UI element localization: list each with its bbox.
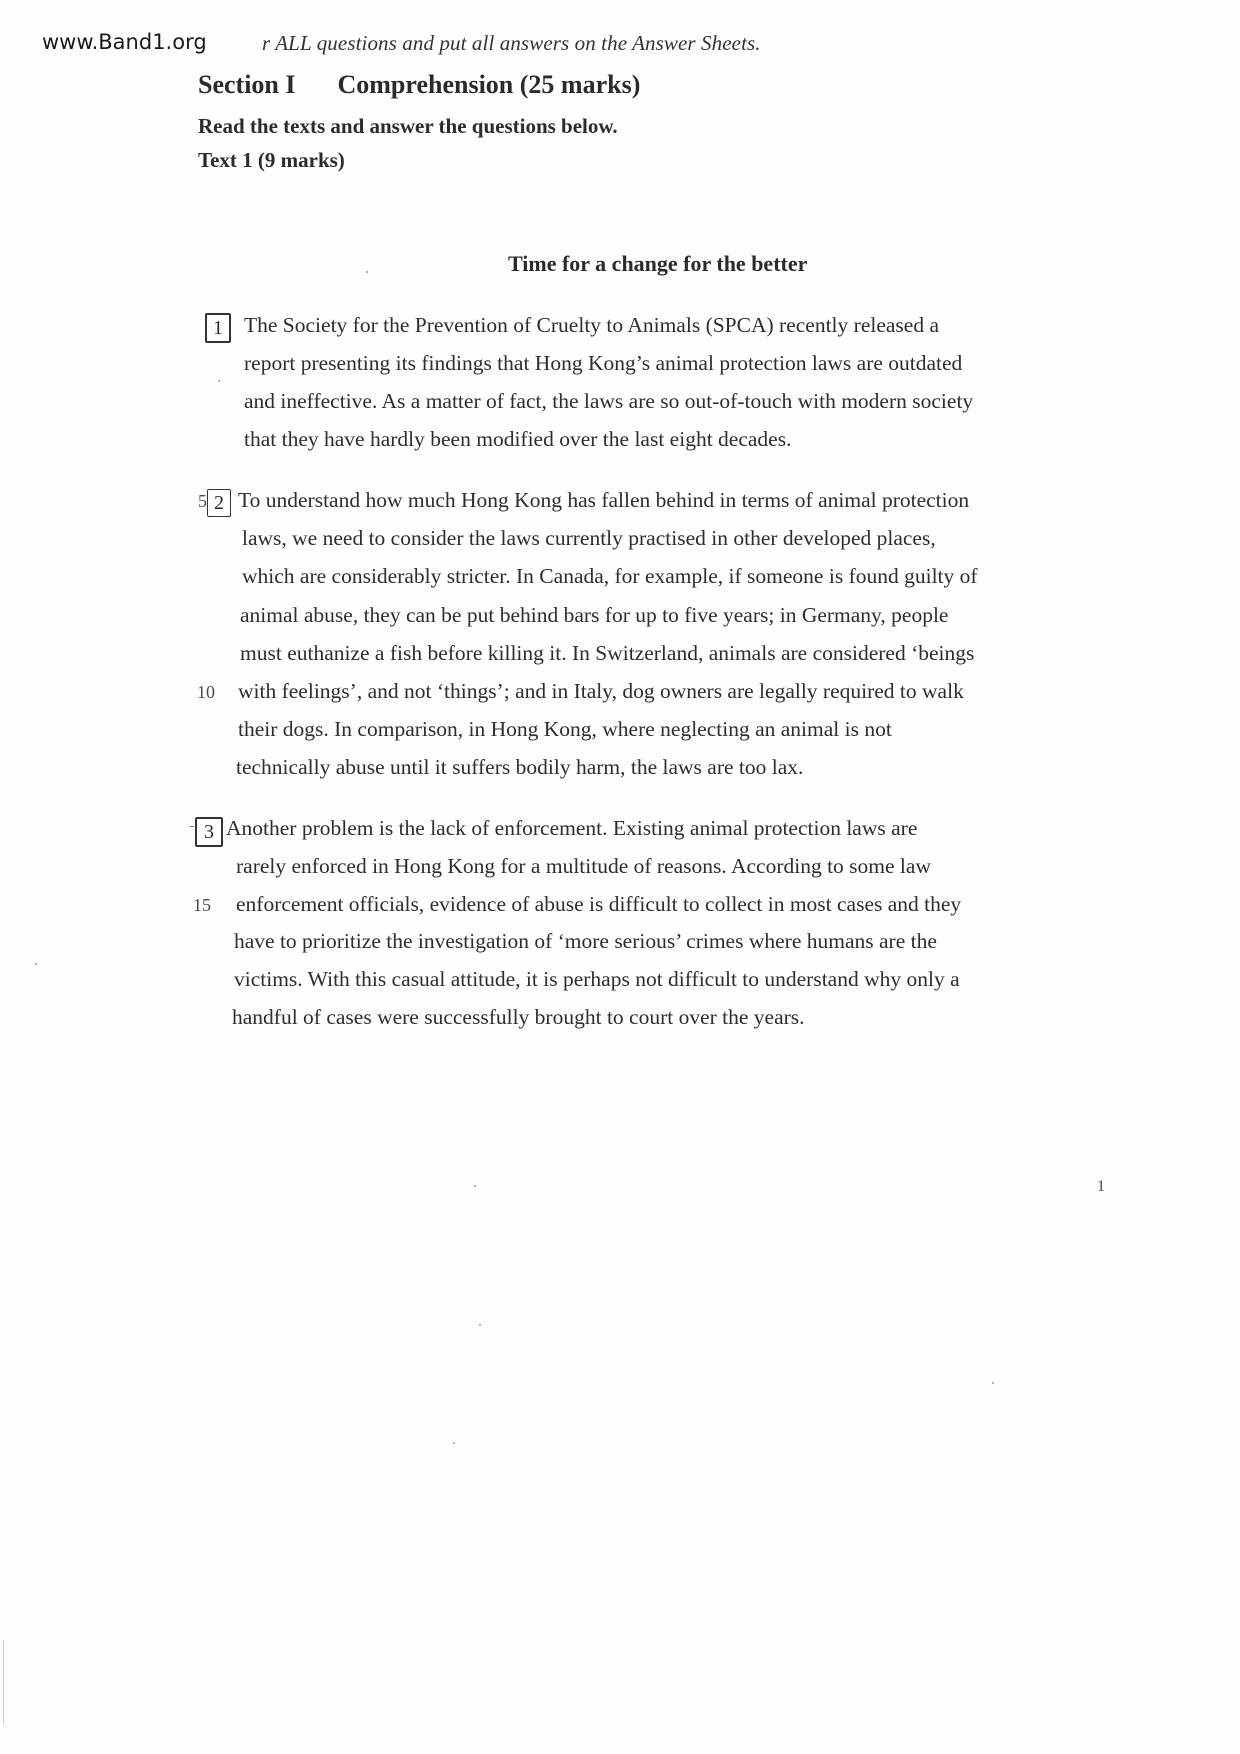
- section-title: Comprehension (25 marks): [337, 70, 641, 99]
- text-line: rarely enforced in Hong Kong for a multitude of reasons. According to some law: [236, 854, 931, 878]
- text-line: and ineffective. As a matter of fact, the laws are so out-of-touch with modern society: [244, 389, 974, 413]
- text-line: with feelings’, and not ‘things’; and in Italy, dog owners are legally required to walk: [238, 679, 964, 703]
- section-heading: [198, 70, 640, 100]
- paragraph-marker: 3: [195, 817, 223, 847]
- scan-speck: [453, 1442, 455, 1444]
- text-line: which are considerably stricter. In Canada, for example, if someone is found guilty of: [242, 564, 978, 588]
- scan-speck: [474, 1185, 476, 1187]
- exam-instruction: r ALL questions and put all answers on the Answer Sheets.: [262, 31, 761, 55]
- site-watermark: www.Band1.org: [42, 30, 207, 54]
- text-line: victims. With this casual attitude, it is perhaps not difficult to understand why only a: [234, 967, 960, 991]
- text-line: To understand how much Hong Kong has fallen behind in terms of animal protection: [238, 488, 970, 512]
- line-number: 15: [193, 895, 211, 915]
- paragraph-marker: 2: [207, 489, 231, 517]
- line-number: 5: [198, 491, 207, 511]
- text-line: have to prioritize the investigation of ‘more serious’ crimes where humans are the: [234, 929, 937, 953]
- text-line: laws, we need to consider the laws currently practised in other developed places,: [242, 526, 936, 550]
- scan-speck: [366, 271, 368, 273]
- text-line: handful of cases were successfully brought to court over the years.: [232, 1005, 805, 1029]
- text-line: their dogs. In comparison, in Hong Kong, where neglecting an animal is not: [238, 717, 892, 741]
- text-line: must euthanize a fish before killing it. In Switzerland, animals are considered ‘beings: [240, 641, 975, 665]
- margin-dash: [190, 826, 194, 827]
- text-line: technically abuse until it suffers bodily harm, the laws are too lax.: [236, 755, 804, 779]
- scan-speck: [479, 1324, 481, 1326]
- text-line: report presenting its findings that Hong Kong’s animal protection laws are outdated: [244, 351, 963, 375]
- scan-speck: [35, 963, 37, 965]
- text-line: enforcement officials, evidence of abuse is difficult to collect in most cases and they: [236, 892, 962, 916]
- line-number: 10: [197, 682, 215, 702]
- section-instruction: Read the texts and answer the questions below.: [198, 114, 618, 138]
- text-line: Another problem is the lack of enforcement. Existing animal protection laws are: [226, 816, 918, 840]
- article-title: Time for a change for the better: [508, 251, 808, 276]
- text-line: that they have hardly been modified over the last eight decades.: [244, 427, 792, 451]
- text-line: The Society for the Prevention of Cruelty to Animals (SPCA) recently released a: [244, 313, 939, 337]
- scan-speck: [218, 380, 220, 382]
- scan-edge-line: [3, 1640, 4, 1725]
- section-number: Section I: [198, 70, 296, 99]
- scan-speck: [992, 1382, 994, 1384]
- page-number: 1: [1097, 1178, 1105, 1195]
- text-line: animal abuse, they can be put behind bars for up to five years; in Germany, people: [240, 603, 949, 627]
- text-label: Text 1 (9 marks): [198, 148, 345, 172]
- paragraph-marker: 1: [205, 313, 231, 343]
